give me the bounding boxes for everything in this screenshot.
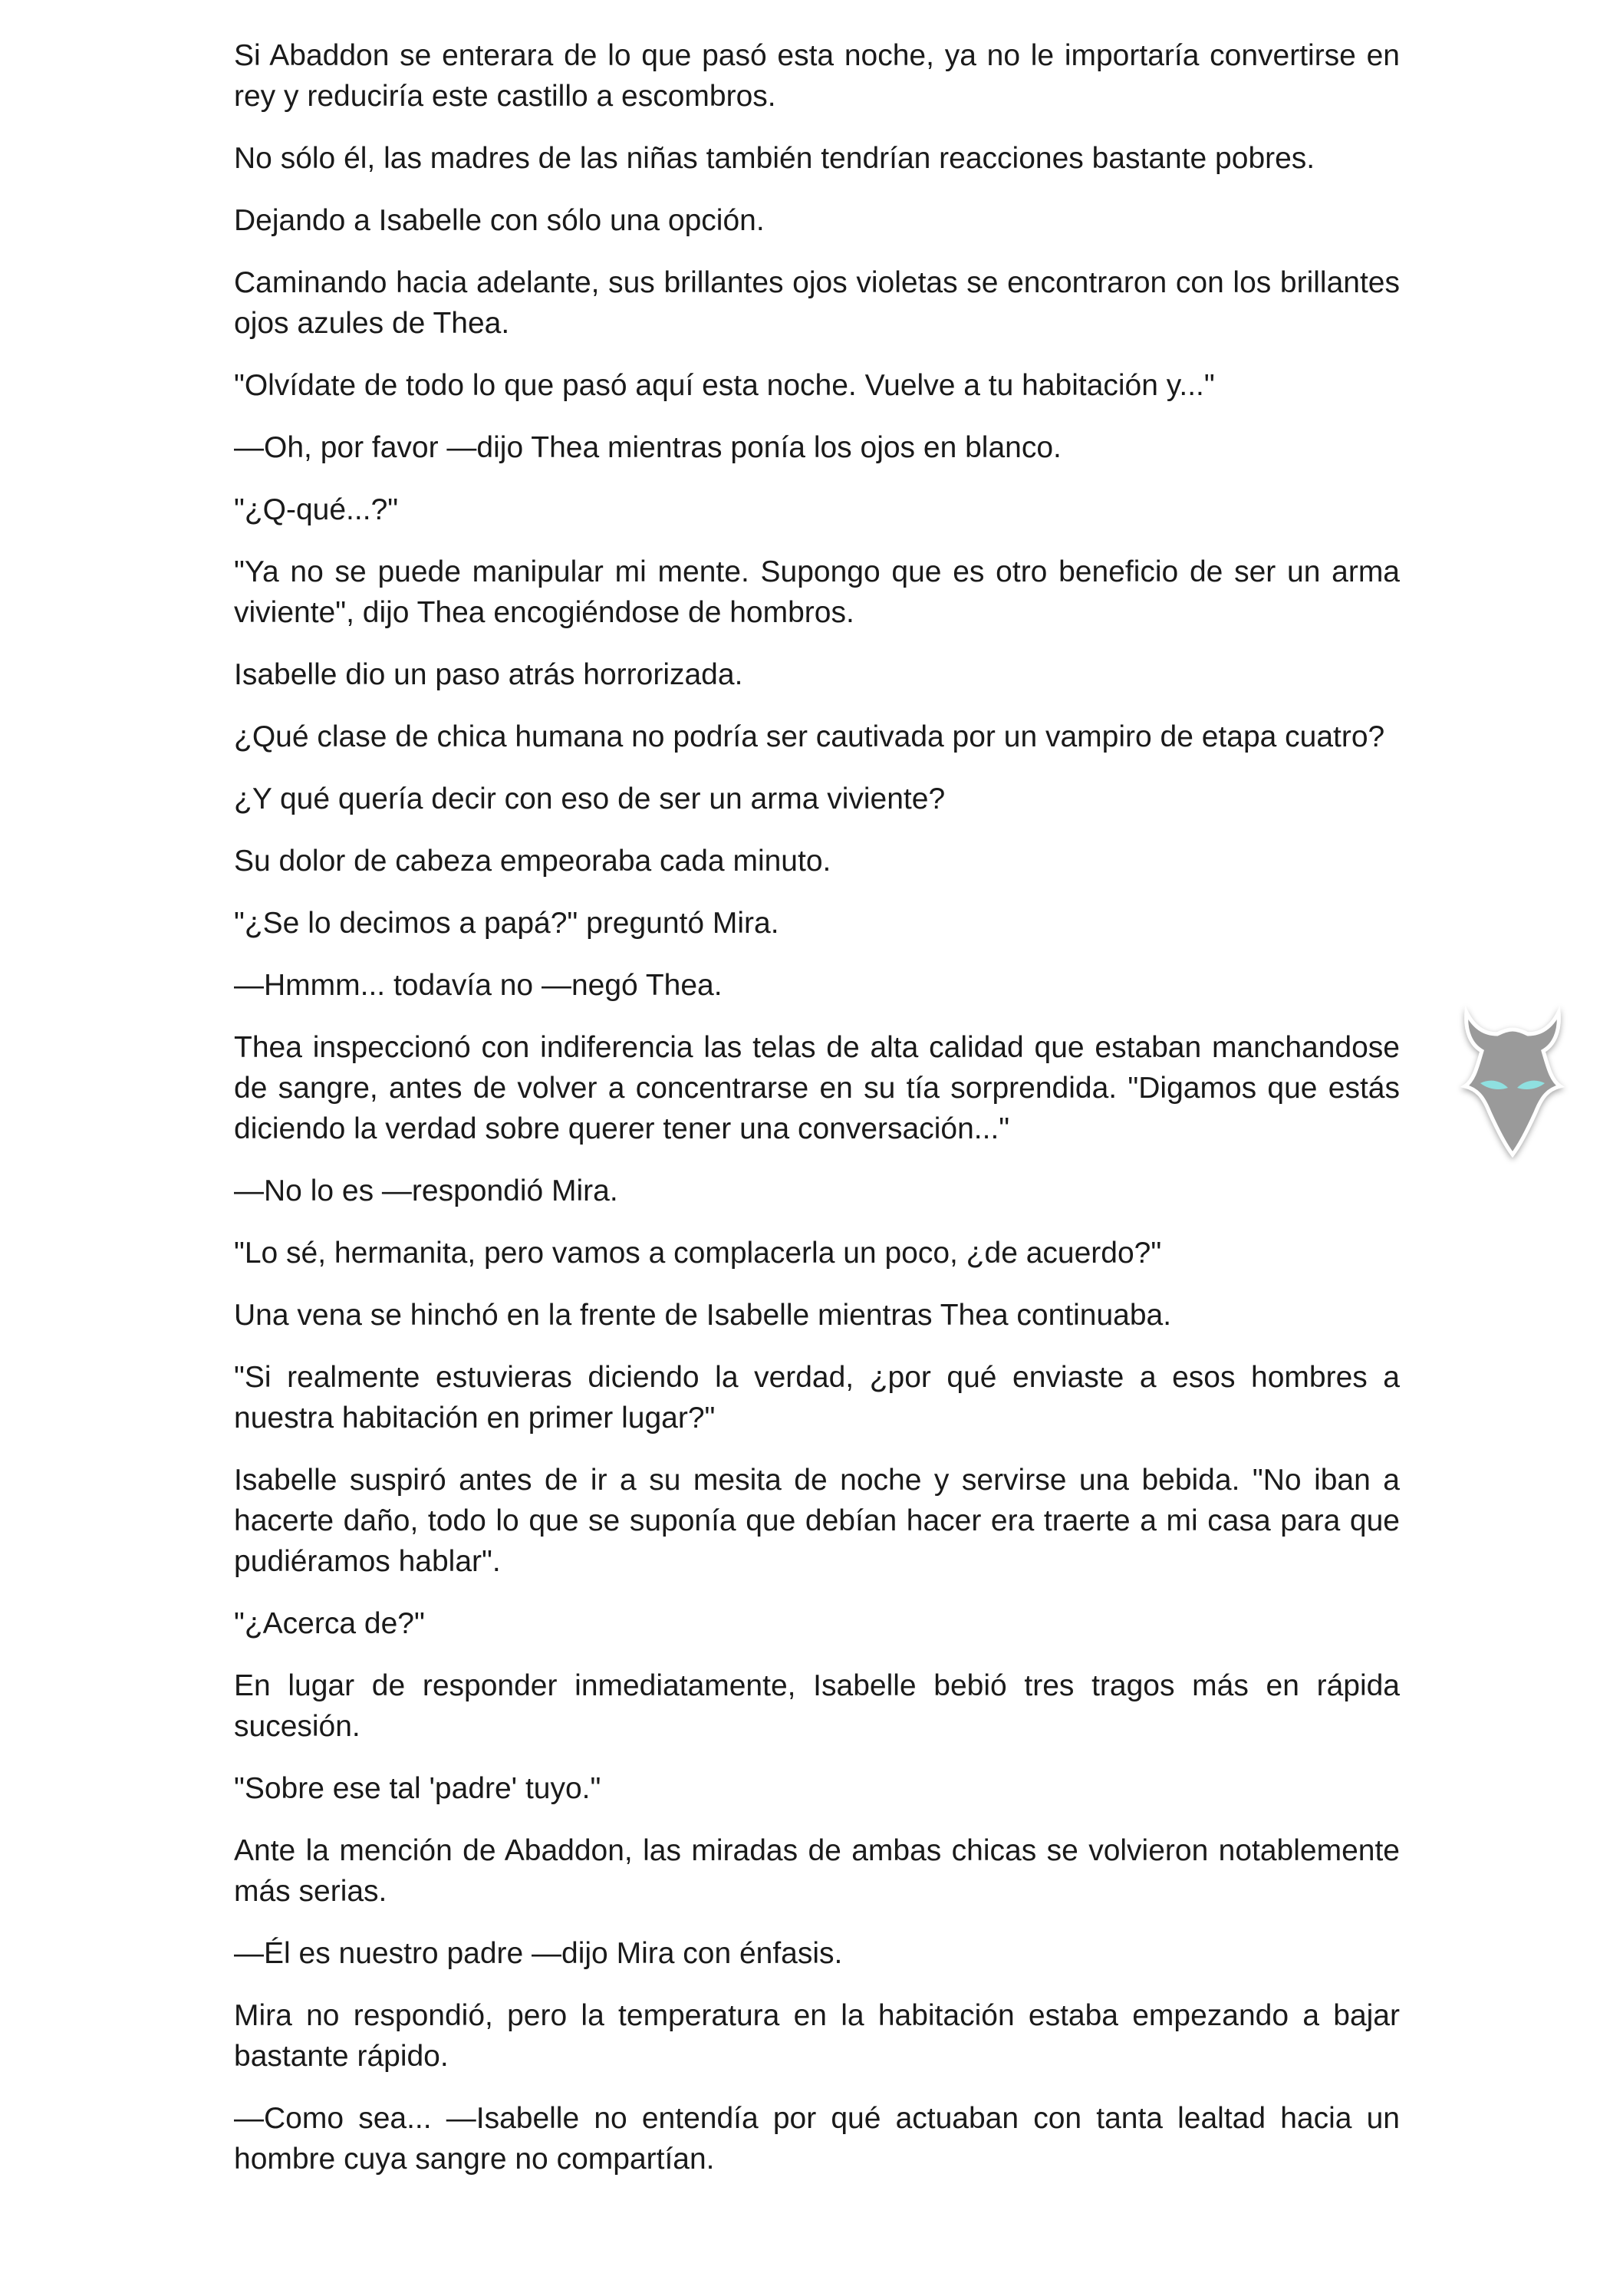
paragraph: Isabelle dio un paso atrás horrorizada. <box>234 658 743 691</box>
paragraph: No sólo él, las madres de las niñas también tendrían reacciones bastante pobres. <box>234 142 1315 175</box>
paragraph: Si Abaddon se enterara de lo que pasó esta noche, ya no le importaría convertirse en rey y reduciría este castillo a escombros. <box>234 39 1400 113</box>
paragraph: —Como sea... —Isabelle no entendía por qué actuaban con tanta lealtad hacia un hombre cuya sangre no compartían. <box>234 2102 1400 2176</box>
paragraph: Caminando hacia adelante, sus brillantes ojos violetas se encontraron con los brillantes ojos azules de Thea. <box>234 266 1400 340</box>
paragraph: "¿Acerca de?" <box>234 1607 425 1640</box>
paragraph: —Hmmm... todavía no —negó Thea. <box>234 969 723 1002</box>
paragraph: Una vena se hinchó en la frente de Isabelle mientras Thea continuaba. <box>234 1299 1172 1332</box>
paragraph: Dejando a Isabelle con sólo una opción. <box>234 204 765 237</box>
paragraph: "Si realmente estuvieras diciendo la verdad, ¿por qué enviaste a esos hombres a nuestra habitación en primer lugar?" <box>234 1361 1400 1435</box>
demon-head-shape <box>1465 1013 1560 1155</box>
paragraph: "¿Se lo decimos a papá?" preguntó Mira. <box>234 907 779 940</box>
paragraph: Isabelle suspiró antes de ir a su mesita de noche y servirse una bebida. "No iban a hacerte daño, todo lo que se suponía que debían hacer era traerte a mi casa para que pudiéramos hablar". <box>234 1464 1400 1578</box>
paragraph: ¿Qué clase de chica humana no podría ser cautivada por un vampiro de etapa cuatro? <box>234 720 1385 753</box>
text-column <box>234 35 1400 2201</box>
paragraph: "Olvídate de todo lo que pasó aquí esta noche. Vuelve a tu habitación y..." <box>234 369 1215 402</box>
paragraph: Su dolor de cabeza empeoraba cada minuto. <box>234 845 831 878</box>
paragraph: "Lo sé, hermanita, pero vamos a complacerla un poco, ¿de acuerdo?" <box>234 1237 1162 1270</box>
paragraph: —No lo es —respondió Mira. <box>234 1174 618 1207</box>
paragraph: Ante la mención de Abaddon, las miradas de ambas chicas se volvieron notablemente más serias. <box>234 1834 1400 1908</box>
paragraph: —Él es nuestro padre —dijo Mira con énfasis. <box>234 1937 843 1970</box>
paragraph: ¿Y qué quería decir con eso de ser un arma viviente? <box>234 782 946 815</box>
paragraph: —Oh, por favor —dijo Thea mientras ponía los ojos en blanco. <box>234 431 1062 464</box>
paragraph: Thea inspeccionó con indiferencia las telas de alta calidad que estaban manchandose de sangre, antes de volver a concentrarse en su tía sorprendida. "Digamos que estás diciendo la verdad sobre querer tener una conversación..." <box>234 1031 1400 1145</box>
demon-head-icon <box>1444 997 1582 1166</box>
paragraph: En lugar de responder inmediatamente, Isabelle bebió tres tragos más en rápida sucesión. <box>234 1669 1400 1743</box>
paragraph: "Ya no se puede manipular mi mente. Supongo que es otro beneficio de ser un arma viviente", dijo Thea encogiéndose de hombros. <box>234 555 1400 629</box>
paragraph: "¿Q-qué...?" <box>234 493 399 526</box>
paragraph: "Sobre ese tal 'padre' tuyo." <box>234 1772 601 1805</box>
paragraph: Mira no respondió, pero la temperatura en la habitación estaba empezando a bajar bastante rápido. <box>234 1999 1400 2073</box>
